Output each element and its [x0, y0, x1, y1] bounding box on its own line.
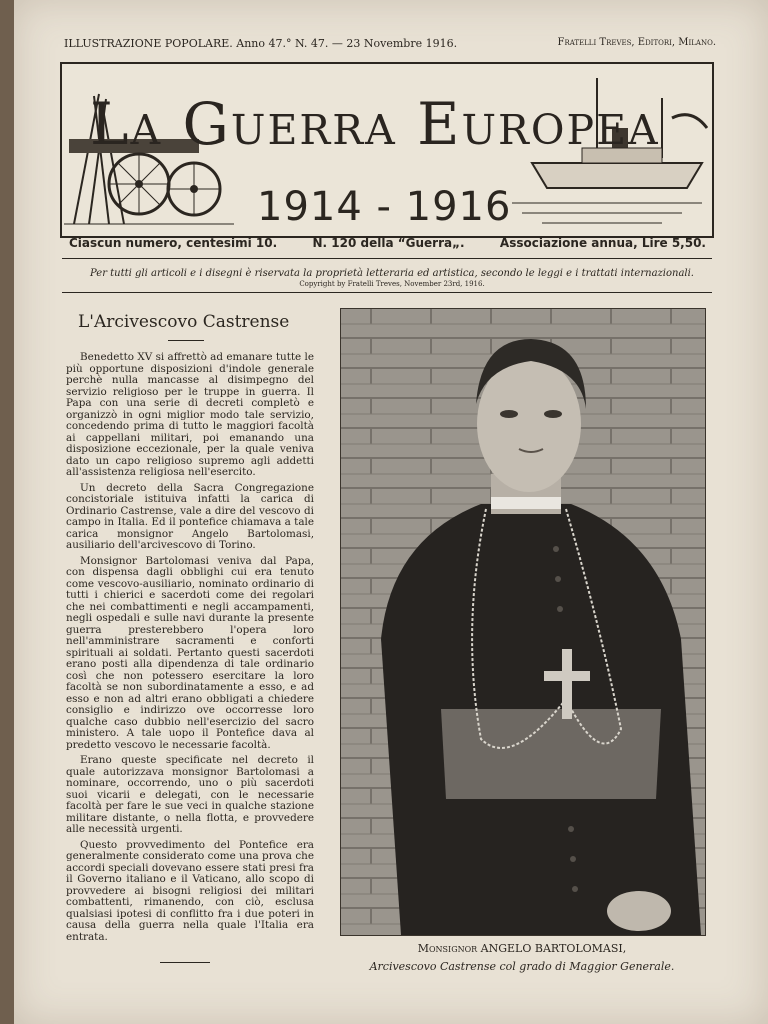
issue-line: ILLUSTRAZIONE POPOLARE. Anno 47.° N. 47. — 23 Novembre 1916. — [64, 37, 458, 50]
rights-notice: Per tutti gli articoli e i disegni è riservata la proprietà letteraria ed artistica, secondo le leggi e i trattati internazionali. — [90, 268, 694, 279]
issue-number: N. 120 della “Guerra„. — [312, 236, 465, 250]
article-paragraph: Monsignor Bartolomasi veniva dal Papa, con dispensa dagli obblighi cui era tenuto come vescovo-ausiliario, nominato ordinario di tutti i chierici e sacerdoti come dei regolari che nei combattimenti e negli accampamenti, negli ospedali e sulle navi durante la presente guerra presterebbero l'opera loro nell'amministrare sacramenti e conforti spirituali ai soldati. Pertanto questi sacerdoti erano posti alla dipendenza di tale ordinario così che non potessero esercitare la loro facoltà se non subordinatamente a esso, e ad esso e non ad altri erano obbligati a chiedere consiglio e indirizzo ove occorresse loro qualche caso dubbio nell'esercizio del sacro ministero. A tale uopo il Pontefice dava al predetto vescovo le necessarie facoltà. — [66, 554, 314, 751]
article-paragraph: Benedetto XV si affrettò ad emanare tutte le più opportune disposizioni d'indole generale perchè nulla mancasse al disimpegno del servizio religioso per le truppe in guerra. Il Papa con una serie di decreti completò e organizzò in ogni miglior modo tale servizio, concedendo prima di tutto le maggiori facoltà ai cappellani militari, poi emanando una disposizione eccezionale, per la quale veniva dato un capo religioso supremo agli addetti all'assistenza religiosa nell'esercito. — [66, 351, 314, 478]
title-rule — [168, 340, 204, 341]
masthead-title: La Guerra Europea — [90, 90, 660, 158]
masthead-years: 1914 - 1916 — [257, 184, 512, 230]
publisher-line: Fratelli Treves, Editori, Milano. — [557, 37, 716, 48]
divider — [62, 258, 712, 259]
issue-header — [64, 37, 716, 50]
article-body — [66, 352, 314, 947]
subscription-line — [69, 236, 706, 250]
divider — [62, 292, 712, 293]
article-paragraph: Un decreto della Sacra Congregazione concistoriale istituiva infatti la carica di Ordinario Castrense, vale a dire del vescovo di campo in Italia. Ed il pontefice chiamava a tale carica monsignor Angelo Bartolomasi, ausiliario dell'arcivescovo di Torino. — [66, 481, 314, 551]
article-title: L'Arcivescovo Castrense — [78, 312, 290, 332]
subscription-text: Associazione annua, Lire 5,50. — [499, 236, 706, 250]
photo-caption-title: Arcivescovo Castrense col grado di Maggior Generale. — [369, 960, 675, 973]
photo-caption-name: Monsignor ANGELO BARTOLOMASI, — [417, 942, 627, 955]
article-end-rule — [160, 962, 210, 963]
masthead — [60, 62, 714, 238]
newspaper-page — [14, 0, 768, 1024]
article-paragraph: Erano queste specificate nel decreto il quale autorizzava monsignor Bartolomasi a nominare, occorrendo, uno o più sacerdoti suoi vicarii e delegati, con le necessarie facoltà per fare le sue veci in qualche stazione militare distante, o nella flotta, e provvedere alle necessità urgenti. — [66, 754, 314, 835]
article-paragraph: Questo provvedimento del Pontefice era generalmente considerato come una prova che accordi speciali dovevano essere stati presi fra il Governo italiano e il Vaticano, allo scopo di provvedere ai bisogni religiosi dei militari combattenti, rimanendo, con ciò, esclusa qualsiasi ipotesi di conflitto fra i due poteri in causa della guerra nella quale l'Italia era entrata. — [66, 838, 314, 943]
portrait-photo — [340, 308, 706, 936]
copyright-notice: Copyright by Fratelli Treves, November 23rd, 1916. — [299, 280, 485, 288]
price-text: Ciascun numero, centesimi 10. — [69, 236, 278, 250]
